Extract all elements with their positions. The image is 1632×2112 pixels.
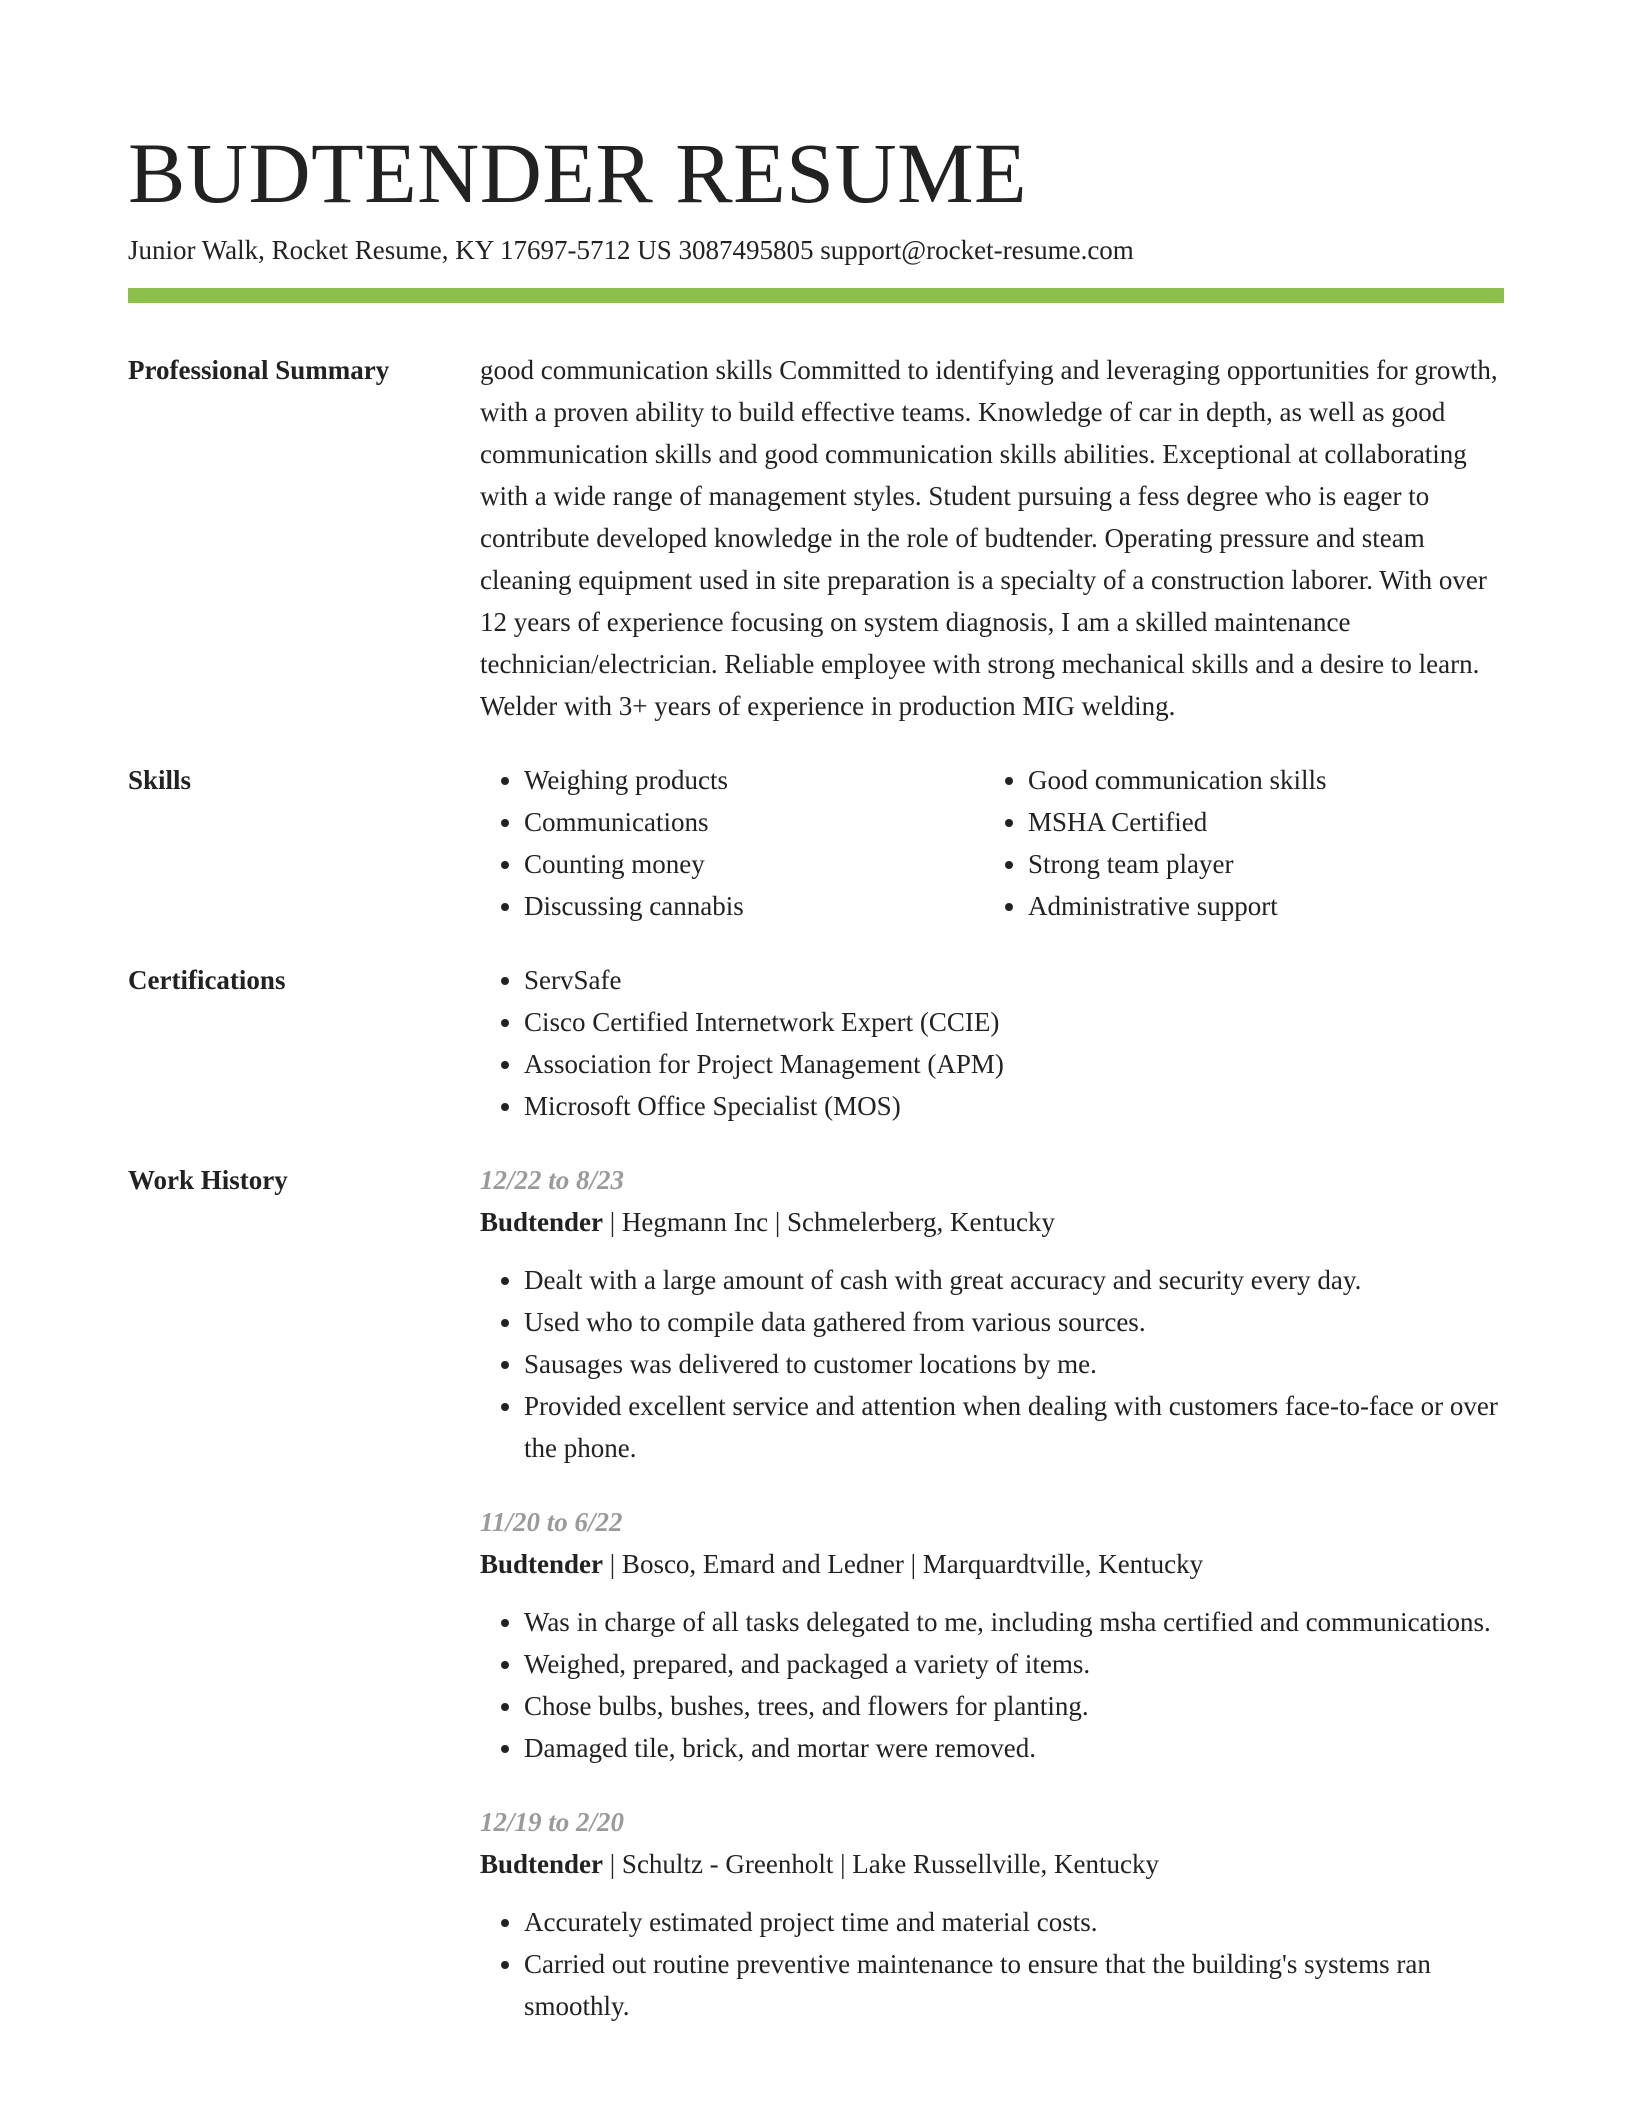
certification-item: • ServSafe: [524, 959, 1504, 1001]
skills-columns: [480, 759, 1504, 927]
skills-heading: Skills: [128, 765, 192, 795]
summary-heading: Professional Summary: [128, 355, 390, 385]
job-heading: [480, 1843, 1504, 1885]
skills-section: [128, 759, 1504, 927]
job-entry: [480, 1159, 1504, 1469]
job-entry: [480, 1501, 1504, 1769]
skill-item: • Good communication skills: [1028, 759, 1488, 801]
job-bullet: • Carried out routine preventive maintenance to ensure that the building's systems ran smoothly.: [524, 1943, 1504, 2027]
skill-item: • Weighing products: [524, 759, 984, 801]
skill-item: • Strong team player: [1028, 843, 1488, 885]
certification-item: • Microsoft Office Specialist (MOS): [524, 1085, 1504, 1127]
job-bullet: • Weighed, prepared, and packaged a variety of items.: [524, 1643, 1504, 1685]
job-employer-location: | Bosco, Emard and Ledner | Marquardtville, Kentucky: [603, 1549, 1204, 1579]
job-bullet: • Chose bulbs, bushes, trees, and flowers for planting.: [524, 1685, 1504, 1727]
skill-item: • MSHA Certified: [1028, 801, 1488, 843]
resume-page: [128, 118, 1504, 2027]
skill-item: • Administrative support: [1028, 885, 1488, 927]
job-entry: [480, 1801, 1504, 2027]
job-bullet: • Accurately estimated project time and material costs.: [524, 1901, 1504, 1943]
skills-column-right: [984, 759, 1488, 927]
job-employer-location: | Hegmann Inc | Schmelerberg, Kentucky: [603, 1207, 1055, 1237]
certification-item: • Cisco Certified Internetwork Expert (CCIE): [524, 1001, 1504, 1043]
certifications-heading: Certifications: [128, 965, 286, 995]
job-dates: 11/20 to 6/22: [480, 1507, 623, 1537]
job-employer-location: | Schultz - Greenholt | Lake Russellville, Kentucky: [603, 1849, 1159, 1879]
job-heading: [480, 1201, 1504, 1243]
job-bullet: • Provided excellent service and attention when dealing with customers face-to-face or over the phone.: [524, 1385, 1504, 1469]
certifications-section: [128, 959, 1504, 1127]
skill-item: • Discussing cannabis: [524, 885, 984, 927]
job-bullet: • Dealt with a large amount of cash with great accuracy and security every day.: [524, 1259, 1504, 1301]
summary-text: good communication skills Committed to identifying and leveraging opportunities for growth, with a proven ability to build effective teams. Knowledge of car in depth, as well as good communication skills and good communication skills abilities. Exceptional at collaborating with a wide range of management styles. Student pursuing a fess degree who is eager to contribute developed knowledge in the role of budtender. Operating pressure and steam cleaning equipment used in site preparation is a specialty of a construction laborer. With over 12 years of experience focusing on system diagnosis, I am a skilled maintenance technician/electrician. Reliable employee with strong mechanical skills and a desire to learn. Welder with 3+ years of experience in production MIG welding.: [480, 355, 1498, 721]
job-title: Budtender: [480, 1549, 604, 1579]
job-title: Budtender: [480, 1207, 604, 1237]
contact-line: Junior Walk, Rocket Resume, KY 17697-5712 US 3087495805 support@rocket-resume.com: [128, 235, 1134, 265]
skill-item: • Communications: [524, 801, 984, 843]
job-bullet: • Was in charge of all tasks delegated to me, including msha certified and communications.: [524, 1601, 1504, 1643]
work-history-body: [480, 1159, 1504, 2027]
certification-item: • Association for Project Management (APM): [524, 1043, 1504, 1085]
skills-column-left: [480, 759, 984, 927]
certifications-body: [480, 959, 1504, 1127]
work-history-section: [128, 1159, 1504, 2027]
skill-item: • Counting money: [524, 843, 984, 885]
job-bullet: • Damaged tile, brick, and mortar were removed.: [524, 1727, 1504, 1769]
job-bullet: • Used who to compile data gathered from various sources.: [524, 1301, 1504, 1343]
job-title: Budtender: [480, 1849, 604, 1879]
job-heading: [480, 1543, 1504, 1585]
job-dates: 12/19 to 2/20: [480, 1807, 625, 1837]
job-bullet: • Sausages was delivered to customer locations by me.: [524, 1343, 1504, 1385]
job-dates: 12/22 to 8/23: [480, 1165, 625, 1195]
work-history-heading: Work History: [128, 1165, 288, 1195]
accent-divider: [128, 288, 1504, 303]
resume-title: BUDTENDER RESUME: [128, 125, 1028, 221]
summary-section: [128, 349, 1504, 727]
